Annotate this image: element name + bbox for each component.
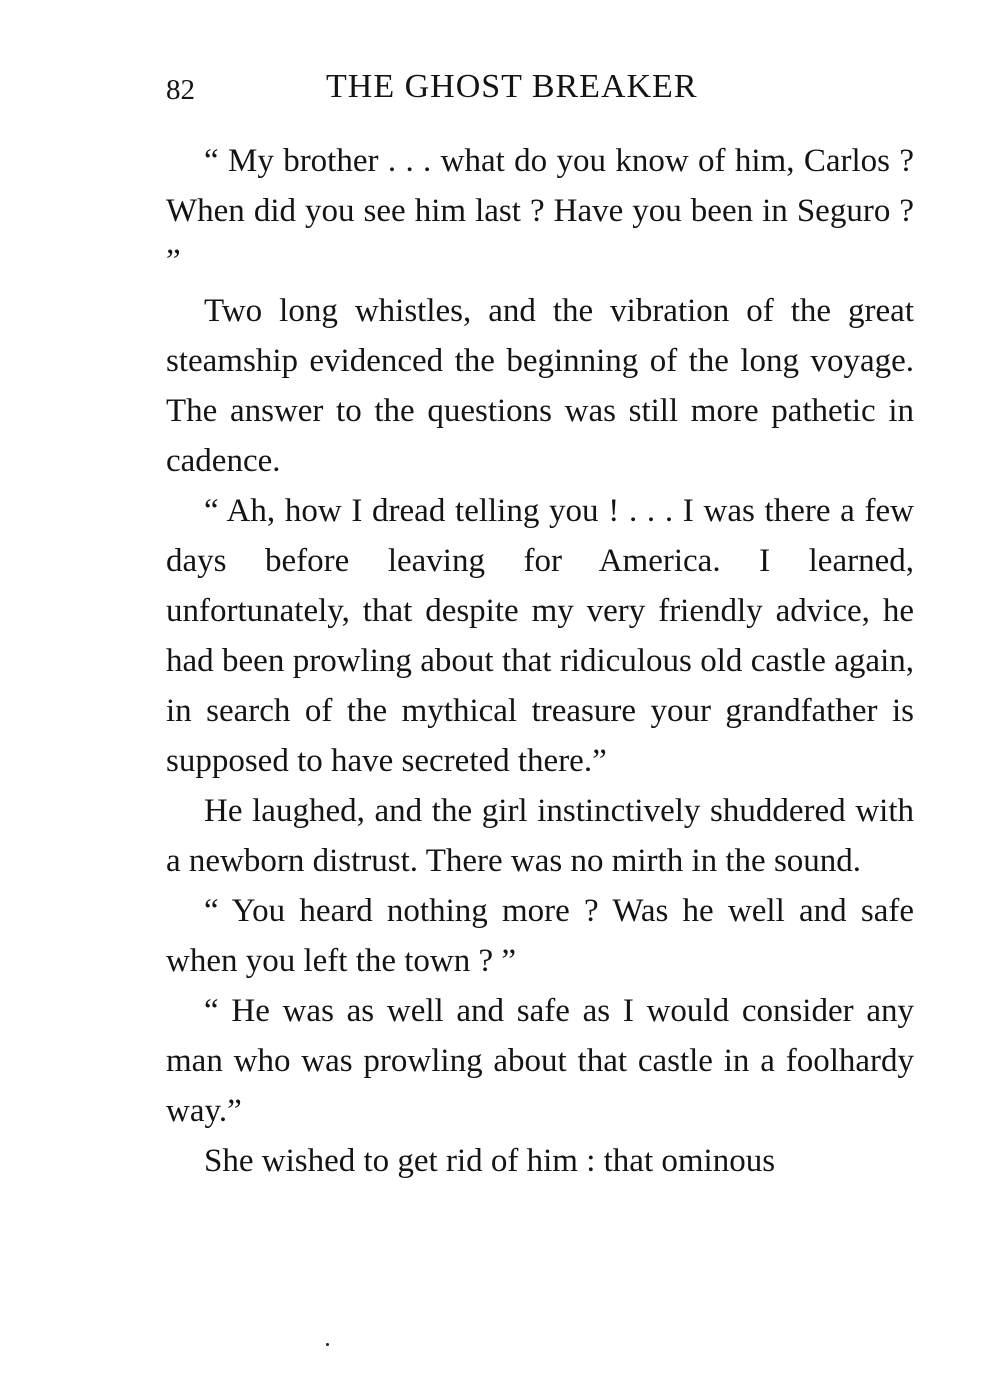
page-number: 82 [166, 74, 195, 106]
paragraph: “ My brother . . . what do you know of him, Carlos ? When did you see him last ? Have you been in Seguro ? ” [166, 143, 914, 279]
paragraph: “ You heard nothing more ? Was he well and safe when you left the town ? ” [166, 893, 914, 979]
paragraph: She wished to get rid of him : that ominous [204, 1143, 776, 1179]
paragraph: “ He was as well and safe as I would consider any man who was prowling about that castle in a foolhardy way.” [166, 993, 914, 1129]
running-title: THE GHOST BREAKER [326, 68, 698, 105]
paragraph: He laughed, and the girl instinctively shuddered with a newborn distrust. There was no mirth in the sound. [166, 793, 914, 879]
paragraph: “ Ah, how I dread telling you ! . . . I was there a few days before leaving for America. I learned, unfortunately, that despite my very friendly advice, he had been prowling about that ridiculous old castle again, in search of the mythical treasure your grandfather is supposed to have secreted there.” [166, 493, 914, 779]
ink-speck [326, 1343, 329, 1346]
body-text [166, 136, 914, 1186]
paragraph: Two long whistles, and the vibration of the great steamship evidenced the beginning of the long voyage. The answer to the questions was still more pathetic in cadence. [166, 293, 914, 479]
page-header [166, 68, 914, 112]
